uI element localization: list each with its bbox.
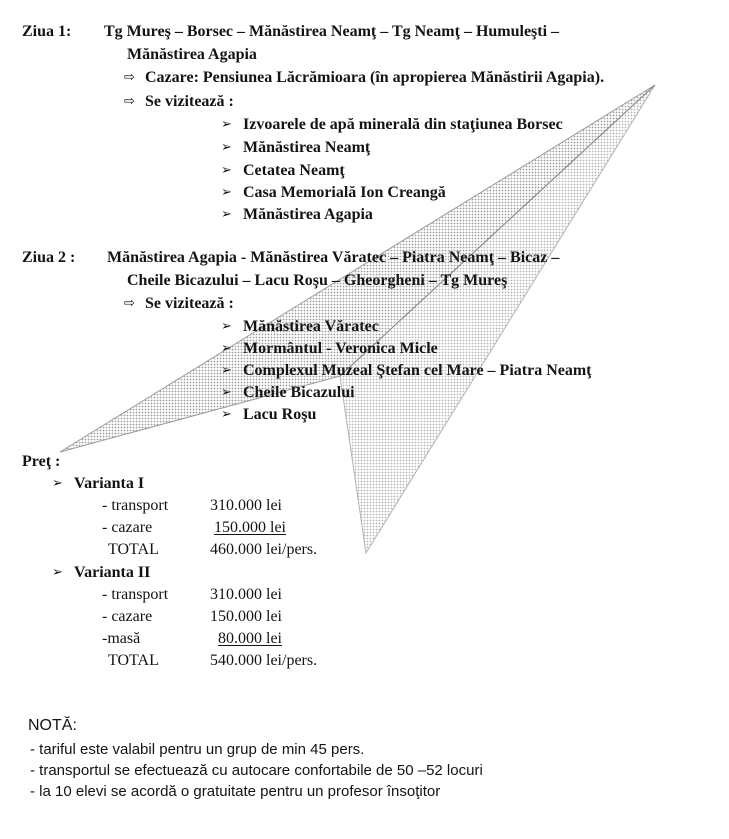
- bullet-icon: ➢: [221, 117, 232, 132]
- day2-label: Ziua 2 :: [22, 249, 76, 266]
- v1-transport-label: - transport: [102, 497, 169, 514]
- price-label: Preţ :: [22, 453, 61, 470]
- day2-visit-item: Mormântul - Veronica Micle: [243, 340, 438, 357]
- v1-total-label: TOTAL: [108, 541, 159, 558]
- day1-cazare: Cazare: Pensiunea Lăcrămioara (în apropierea Mănăstirii Agapia).: [145, 69, 605, 86]
- arrow-icon: ⇨: [124, 94, 135, 109]
- day2-route-line1: Mănăstirea Agapia - Mănăstirea Văratec – Piatra Neamţ – Bicaz –: [107, 249, 560, 266]
- v2-transport-label: - transport: [102, 586, 169, 603]
- arrow-icon: ⇨: [124, 296, 135, 311]
- v2-total-value: 540.000 lei/pers.: [210, 652, 318, 669]
- bullet-icon: ➢: [221, 163, 232, 178]
- v2-cazare-label: - cazare: [102, 608, 153, 625]
- bullet-icon: ➢: [221, 185, 232, 200]
- bullet-icon: ➢: [221, 140, 232, 155]
- day2-route-line2: Cheile Bicazului – Lacu Roşu – Gheorgheni – Tg Mureş: [127, 272, 508, 289]
- v1-cazare-value: 150.000 lei: [214, 519, 286, 536]
- v2-masa-label: -masă: [102, 630, 141, 647]
- day2-visit-item: Complexul Muzeal Ştefan cel Mare – Piatra Neamţ: [243, 362, 592, 379]
- bullet-icon: ➢: [221, 207, 232, 222]
- bullet-icon: ➢: [221, 407, 232, 422]
- v2-total-label: TOTAL: [108, 652, 159, 669]
- variant1-title: Varianta I: [74, 475, 145, 492]
- day2-visit-item: Lacu Roşu: [243, 406, 317, 423]
- note-line: - la 10 elevi se acordă o gratuitate pentru un profesor însoţitor: [30, 783, 441, 800]
- note-line: - tariful este valabil pentru un grup de min 45 pers.: [30, 741, 365, 758]
- bullet-icon: ➢: [221, 363, 232, 378]
- v1-total-value: 460.000 lei/pers.: [210, 541, 318, 558]
- v2-cazare-value: 150.000 lei: [210, 608, 282, 625]
- bullet-icon: ➢: [221, 385, 232, 400]
- v1-cazare-label: - cazare: [102, 519, 153, 536]
- bullet-icon: ➢: [52, 476, 63, 491]
- bullet-icon: ➢: [221, 319, 232, 334]
- bullet-icon: ➢: [52, 565, 63, 580]
- day2-visit-item: Mănăstirea Văratec: [243, 318, 379, 335]
- day1-visit-item: Cetatea Neamţ: [243, 162, 345, 179]
- bullet-icon: ➢: [221, 341, 232, 356]
- day1-visit-item: Izvoarele de apă minerală din staţiunea Borsec: [243, 116, 563, 133]
- day1-route-line2: Mănăstirea Agapia: [127, 46, 257, 63]
- day1-visit-item: Casa Memorială Ion Creangă: [243, 184, 446, 201]
- day2-visit-item: Cheile Bicazului: [243, 384, 355, 401]
- day2-visit-label: Se vizitează :: [145, 295, 234, 312]
- day1-route-line1: Tg Mureş – Borsec – Mănăstirea Neamţ – Tg Neamţ – Humuleşti –: [104, 23, 560, 40]
- note-line: - transportul se efectuează cu autocare confortabile de 50 –52 locuri: [30, 762, 483, 779]
- v2-transport-value: 310.000 lei: [210, 586, 282, 603]
- arrow-icon: ⇨: [124, 70, 135, 85]
- v1-transport-value: 310.000 lei: [210, 497, 282, 514]
- day1-visit-item: Mănăstirea Neamţ: [243, 139, 371, 156]
- note-title: NOTĂ:: [28, 717, 77, 734]
- variant2-title: Varianta II: [74, 564, 151, 581]
- day1-visit-item: Mănăstirea Agapia: [243, 206, 373, 223]
- v2-masa-value: 80.000 lei: [218, 630, 282, 647]
- day1-visit-label: Se vizitează :: [145, 93, 234, 110]
- day1-label: Ziua 1:: [22, 23, 72, 40]
